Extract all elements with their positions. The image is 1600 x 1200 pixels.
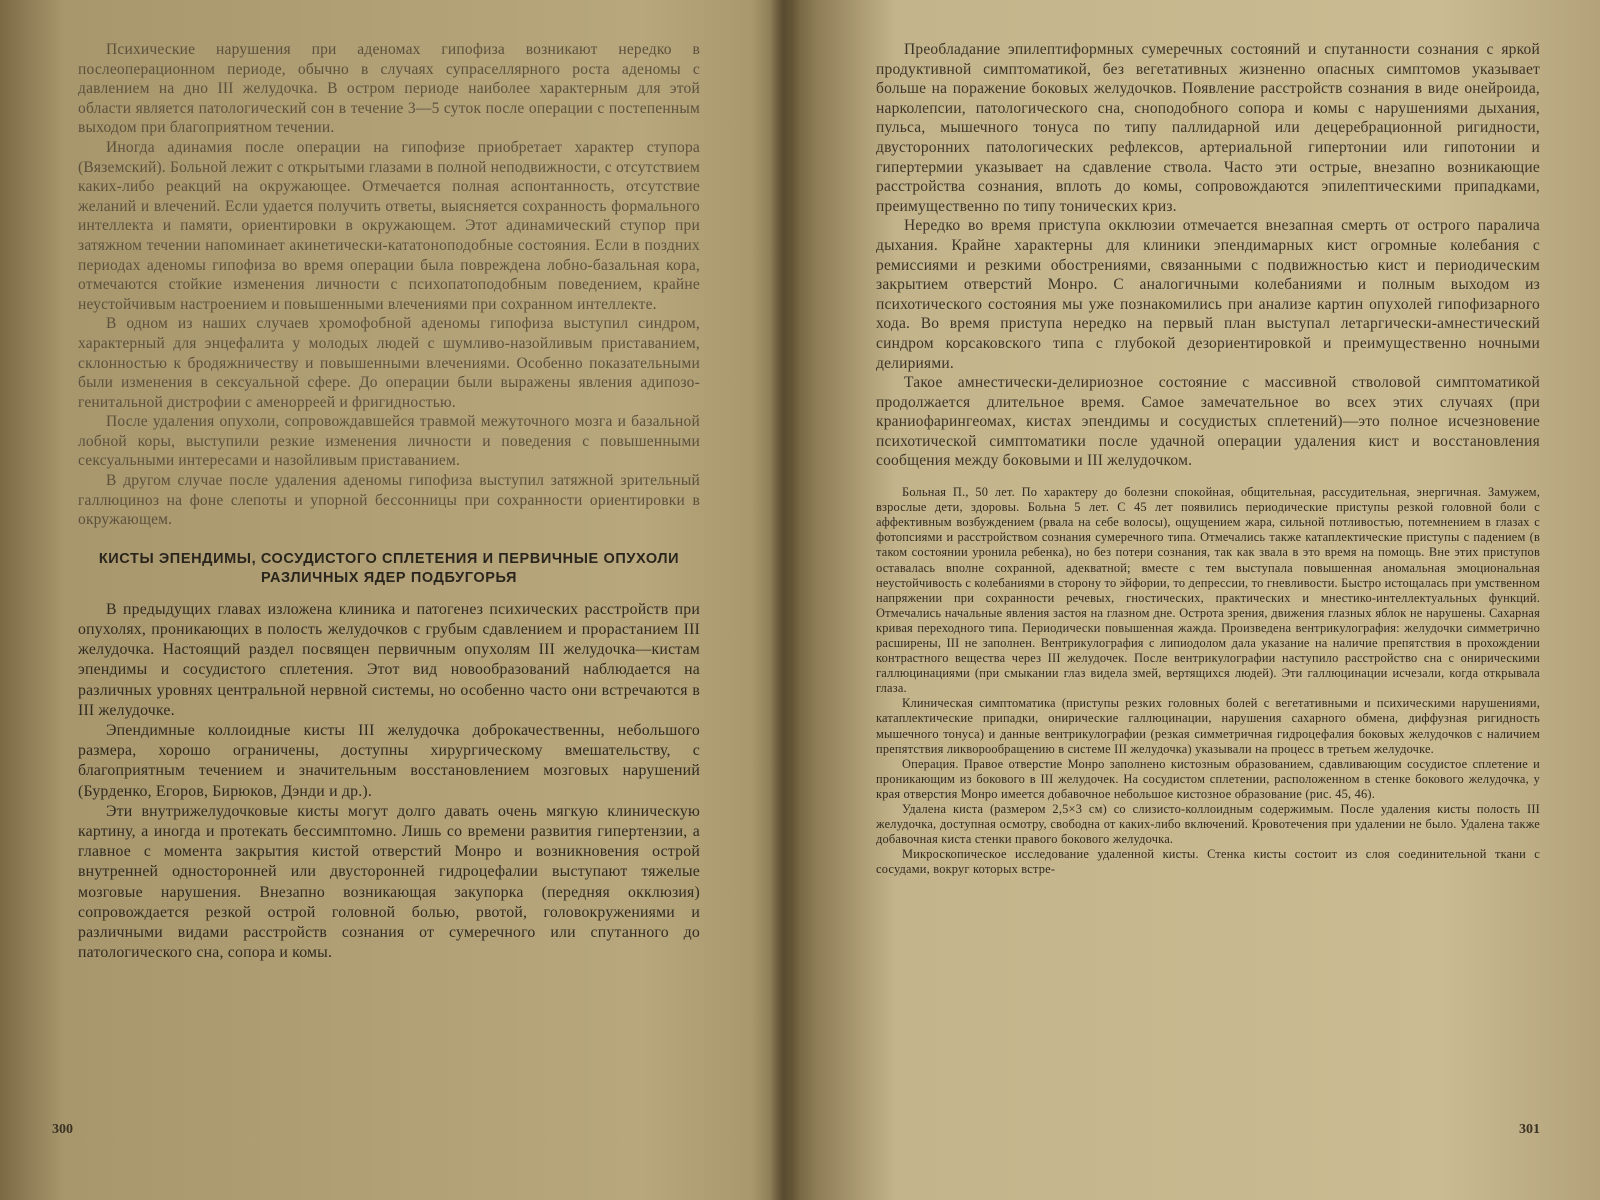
- section-heading-line-2: РАЗЛИЧНЫХ ЯДЕР ПОДБУГОРЬЯ: [260, 569, 518, 586]
- left-page: [0, 0, 770, 1200]
- microscopy-text: Стенка кисты состоит из слоя соединительной ткани с сосудами, вокруг которых встре-: [876, 847, 1540, 877]
- right-paragraph-2: Нередко во время приступа окклюзии отмечается внезапная смерть от острого паралича дыхания. Крайне характерны для клиники эпендимарных кист огромные колебания с ремиссиями и резкими обострениями, связанными с подвижностью кист и периодическим закрытием отверстий Монро. С аналогичными колебаниями и полным выходом из психотического состояния мы уже познакомились при анализе картин опухолей гипофизарного хода. Во время приступа нередко на первый план выступал летаргически-амнестический синдром корсаковского типа с глубокой дезориентировкой и преимущественно ночными делириями.: [876, 217, 1540, 372]
- microscopy-paragraph: [876, 847, 1540, 877]
- section-paragraph-3: Эти внутрижелудочковые кисты могут долго давать очень мягкую клиническую картину, а иногда и протекать бессимптомно. Лишь со времени развития гипертензии, а главное с момента закрытия кистой отверстий Монро и возникновения острой внутренней односторонней или двусторонней гидроцефалии выступают тяжелые мозговые нарушения. Внезапно возникающая закупорка (передняя окклюзия) сопровождается резкой острой головной болью, рвотой, головокружениями и различными видами расстройств сознания от сумеречного или спутанного до патологического сна, сопора и комы.: [78, 802, 700, 962]
- right-page: [800, 0, 1600, 1200]
- page-number-left: 300: [52, 1122, 73, 1137]
- left-paragraph-4: После удаления опухоли, сопровождавшейся травмой межуточного мозга и базальной лобной коры, выступили резкие изменения личности и поведения с повышенными сексуальными интересами и назойливым приставанием.: [78, 413, 700, 470]
- section-paragraph-2: Эпендимные коллоидные кисты III желудочка доброкачественны, небольшого размера, хорошо ограничены, доступны хирургическому вмешательству, с благоприятным течением и значительным восстановлением мозговых нарушений (Бурденко, Егоров, Бирюков, Дэнди и др.).: [78, 722, 700, 800]
- right-paragraph-3: Такое амнестически-делириозное состояние с массивной стволовой симптоматикой продолжается длительное время. Самое замечательное во всех этих случаях (при краниофарингеомах, кистах эпендимы и сосудистых сплетений)—это полное исчезновение психотической симптоматики после удачной операции удаления кист и восстановления сообщения между боковыми и III желудочком.: [876, 374, 1540, 470]
- book-gutter: [770, 0, 800, 1200]
- microscopy-label: Микроскопическое исследование удаленной кисты.: [902, 847, 1199, 862]
- operation-paragraph: [876, 757, 1540, 802]
- left-paragraph-1: Психические нарушения при аденомах гипофиза возникают нередко в послеоперационном периоде, обычно в случаях супраселлярного роста аденомы с давлением на дно III желудочка. В остром периоде наиболее характерным для этой области является патологический сон в течение 3—5 суток после операции с постепенным выходом при благоприятном течении.: [78, 41, 700, 137]
- operation-label: Операция.: [902, 756, 959, 771]
- right-paragraph-1: Преобладание эпилептиформных сумеречных состояний и спутанности сознания с яркой продуктивной симптоматикой, без вегетативных жизненно опасных симптомов указывает больше на поражение боковых желудочков. Появление расстройств сознания в виде онейроида, нарколепсии, патологического сна, сноподобного сопора и комы с нарушениями дыхания, пульса, мышечного тонуса по типу паллидарной или децеребрационной ригидности, двусторонних патологических рефлексов, артериальной гипертонии или гипотонии и гипертермии указывает на сдавление ствола. Часто эти острые, внезапно возникающие расстройства сознания, вплоть до комы, сопровождаются эпилептическими припадками, преимущественно по типу тонических криз.: [876, 41, 1540, 215]
- left-paragraph-5: В другом случае после удаления аденомы гипофиза выступил затяжной зрительный галлюциноз на фоне слепоты и упорной бессонницы при сохранности ориентировки в окружающем.: [78, 472, 700, 529]
- spacer: [876, 471, 1540, 485]
- left-paragraph-2: Иногда адинамия после операции на гипофизе приобретает характер ступора (Вяземский). Больной лежит с открытыми глазами в полной неподвижности, с отсутствием каких-либо реакций на окружающее. Отмечается полная аспонтанность, отсутствие желаний и влечений. Если удается получить ответы, выясняется сохранность формального интеллекта и памяти, ориентировки в окружающем. Этот адинамический ступор при затяжном течении напоминает акинетически-кататоноподобные состояния. Если в поздних периодах аденомы гипофиза во время операции была повреждена лобно-базальная кора, отмечаются стойкие изменения личности с психопатоподобным поведением, крайне неустойчивым настроением и повышенными влечениями при сохранном интеллекте.: [78, 138, 700, 313]
- section-paragraph-1: В предыдущих главах изложена клиника и патогенез психических расстройств при опухолях, проникающих в полость желудочков с грубым сдавлением и прорастанием III желудочка. Настоящий раздел посвящен первичным опухолям III желудочка—кистам эпендимы и сосудистого сплетения. Этот вид новообразований наблюдается на различных уровнях центральной нервной системы, но особенно часто они встречаются в III желудочке.: [78, 600, 700, 719]
- removal-paragraph: Удалена киста (размером 2,5×3 см) со слизисто-коллоидным содержимым. После удаления кисты полость III желудочка, доступная осмотру, свободна от каких-либо включений. Кровотечения при удалении не было. Удалена также добавочная киста стенки правого бокового желудочка.: [876, 802, 1540, 847]
- section-heading-line-1: КИСТЫ ЭПЕНДИМЫ, СОСУДИСТОГО СПЛЕТЕНИЯ И ПЕРВИЧНЫЕ ОПУХОЛИ: [98, 550, 680, 567]
- case-conclusion-paragraph: Клиническая симптоматика (приступы резких головных болей с вегетативными и психическими нарушениями, катаплектические припадки, онирические галлюцинации, нарушения сахарного обмена, диффузная ригидность мышечного тонуса) и данные вентрикулографии (резкая симметричная гидроцефалия боковых желудочков с наличием препятствия ликворообращению в системе III желудочка) указывали на процесс в третьем желудочке.: [876, 696, 1540, 756]
- operation-text: Правое отверстие Монро заполнено кистозным образованием, сдавливающим сосудистое сплетение и проникающим из бокового в III желудочек. На сосудистом сплетении, расположенном в стенке бокового желудочка, у края отверстия Монро имеется добавочное небольшое кистозное образование (рис. 45, 46).: [876, 756, 1540, 801]
- case-report-paragraph: Больная П., 50 лет. По характеру до болезни спокойная, общительная, рассудительная, энергичная. Замужем, взрослые дети, здоровы. Больна 5 лет. С 45 лет появились периодические приступы резкой головной боли с аффективным возбуждением (рвала на себе волосы), ощущением жара, сильной потливостью, потемнением в глазах с фотопсиями и расстройством сознания сумеречного типа. Отмечались также катаплектические приступы с падением (в таком состоянии уронила ребенка), но без потери сознания, так как звала в это время на помощь. Вне этих приступов оставалась вполне сохранной, адекватной; вместе с тем выступала повышенная аномальная эмоциональная неустойчивость с колебаниями в сторону то эйфории, то депрессии, то гневливости. Быстро истощалась при умственном напряжении при сохранности речевых, гностических, практических и мнестико-интеллектуальных функций. Отмечались начальные явления застоя на глазном дне. Острота зрения, движения глазных яблок не нарушены. Сахарная кривая переходного типа. Периодически повышенная жажда. Произведена вентрикулография: желудочки симметрично расширены, III не заполнен. Вентрикулография с липиодолом дала указание на наличие препятствия в прохождении контрастного вещества через III желудочек. После вентрикулографии наступило расстройство сна с онирическими галлюцинациями (при смыкании глаз видела змей, вертящихся людей). Эти галлюцинации исчезали, когда открывала глаза.: [876, 485, 1540, 696]
- left-paragraph-3: В одном из наших случаев хромофобной аденомы гипофиза выступил синдром, характерный для энцефалита у молодых людей с шумливо-назойливым приставанием, склонностью к бродяжничеству и повышенными влечениями. Особенно показательными были изменения в сексуальной сфере. До операции были выражены явления адипозо-генитальной дистрофии с аменорреей и фригидностью.: [78, 315, 700, 411]
- section-heading: [78, 550, 700, 588]
- page-number-right: 301: [1519, 1122, 1540, 1137]
